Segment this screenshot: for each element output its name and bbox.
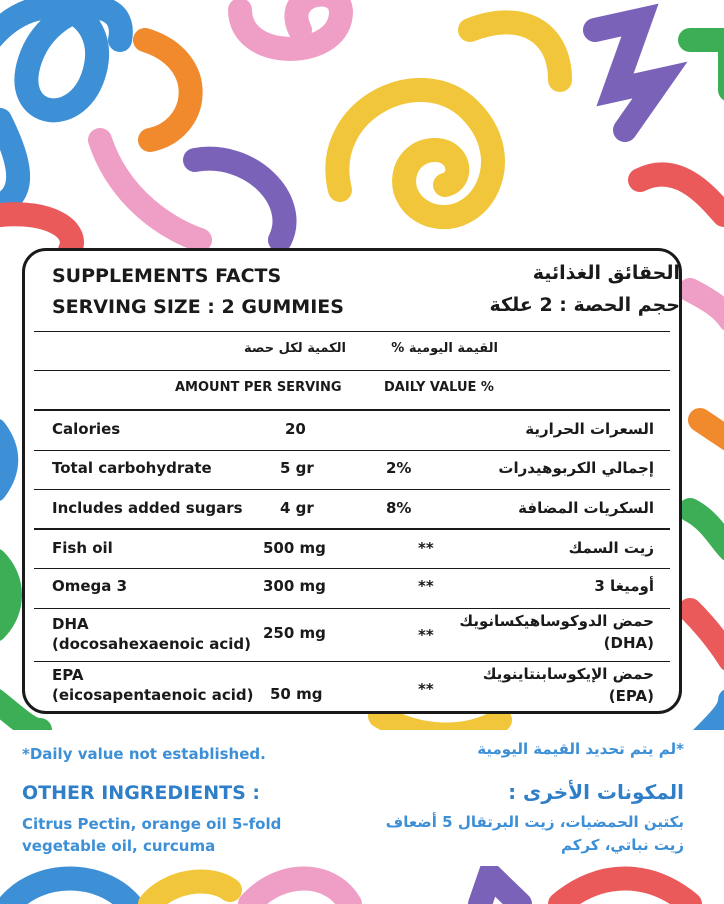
row-dv: ** xyxy=(418,626,434,644)
serving-size-ar: حجم الحصة : 2 علكة xyxy=(489,294,680,316)
row-label-en: DHA xyxy=(52,615,89,633)
row-amount: 500 mg xyxy=(263,539,326,557)
ingredients-line1-ar: بكتين الحمضيات، زيت البرتقال 5 أضعاف xyxy=(385,813,684,831)
row-label-ar: زيت السمك xyxy=(568,539,654,557)
amount-header-en: AMOUNT PER SERVING xyxy=(175,380,342,395)
row-label-ar: أوميغا 3 xyxy=(594,577,654,595)
daily-header-ar: القيمة اليومية % xyxy=(391,341,498,356)
row-label-ar: إجمالي الكربوهيدرات xyxy=(498,459,654,477)
row-amount: 300 mg xyxy=(263,577,326,595)
serving-size-en: SERVING SIZE : 2 GUMMIES xyxy=(52,296,344,318)
row-label-en: Omega 3 xyxy=(52,577,128,595)
ingredients-title-ar: المكونات الأخرى : xyxy=(508,780,684,804)
divider xyxy=(34,608,670,609)
daily-header-en: DAILY VALUE % xyxy=(384,380,494,395)
divider xyxy=(34,528,670,530)
row-label-ar: حمض الدوكوساهيكسانويك xyxy=(459,612,654,630)
divider xyxy=(34,409,670,411)
pink-loop xyxy=(240,0,341,49)
row-label-en-sub: (docosahexaenoic acid) xyxy=(52,635,251,653)
pink-arc-right xyxy=(690,290,724,320)
divider xyxy=(34,331,670,332)
row-label-ar: حمض الإيكوسابنتاينويك xyxy=(482,665,654,683)
purple-arc-bottom xyxy=(480,875,520,904)
yellow-spiral xyxy=(337,90,493,217)
blue-squiggle xyxy=(0,7,121,110)
row-label-en: Fish oil xyxy=(52,539,113,557)
footnote-ar: *لم يتم تحديد القيمة اليومية xyxy=(477,740,684,758)
row-label-ar: السعرات الحرارية xyxy=(525,420,654,438)
yellow-arc-bottom-2 xyxy=(150,882,230,904)
title-ar: الحقائق الغذائية xyxy=(532,262,680,284)
row-amount: 50 mg xyxy=(270,685,323,703)
red-arc-right-2 xyxy=(690,610,724,660)
purple-arc xyxy=(195,159,284,240)
blue-arc-left xyxy=(0,430,6,490)
purple-zigzag xyxy=(595,20,660,130)
row-label-ar: السكريات المضافة xyxy=(518,499,654,517)
blue-arc xyxy=(0,120,18,210)
amount-header-ar: الكمية لكل حصة xyxy=(244,341,346,356)
row-amount: 5 gr xyxy=(280,459,314,477)
row-label-en: Calories xyxy=(52,420,121,438)
row-dv: ** xyxy=(418,577,434,595)
row-amount: 4 gr xyxy=(280,499,314,517)
divider xyxy=(34,489,670,490)
row-label-ar-sub: (EPA) xyxy=(608,687,654,705)
row-dv: 8% xyxy=(386,499,412,517)
pink-arc-bottom xyxy=(250,879,350,904)
yellow-arc xyxy=(470,22,560,80)
divider xyxy=(34,568,670,569)
title-en: SUPPLEMENTS FACTS xyxy=(52,265,282,287)
ingredients-line2-ar: زيت نباتي، كركم xyxy=(560,836,684,854)
row-label-en-sub: (eicosapentaenoic acid) xyxy=(52,686,254,704)
row-label-en: Total carbohydrate xyxy=(52,459,212,477)
ingredients-line1-en: Citrus Pectin, orange oil 5-fold xyxy=(22,815,282,833)
orange-arc xyxy=(145,40,191,140)
row-label-en: Includes added sugars xyxy=(52,499,243,517)
green-arc-left xyxy=(0,560,10,630)
blue-arc-bottom xyxy=(10,879,130,904)
ingredients-title-en: OTHER INGREDIENTS : xyxy=(22,782,260,804)
red-arc-bottom xyxy=(560,879,690,904)
red-arc-right xyxy=(640,175,724,215)
green-corner xyxy=(690,40,724,90)
divider xyxy=(34,370,670,371)
row-dv: 2% xyxy=(386,459,412,477)
red-arc xyxy=(0,214,72,250)
row-label-en: EPA xyxy=(52,666,84,684)
row-label-ar-sub: (DHA) xyxy=(603,634,654,652)
row-amount: 20 xyxy=(285,420,306,438)
row-amount: 250 mg xyxy=(263,624,326,642)
orange-arc-right xyxy=(700,420,724,440)
row-dv: ** xyxy=(418,539,434,557)
divider xyxy=(34,661,670,662)
green-arc-right xyxy=(690,510,724,550)
ingredients-line2-en: vegetable oil, curcuma xyxy=(22,837,216,855)
divider xyxy=(34,450,670,451)
footnote-en: *Daily value not established. xyxy=(22,745,266,763)
row-dv: ** xyxy=(418,680,434,698)
